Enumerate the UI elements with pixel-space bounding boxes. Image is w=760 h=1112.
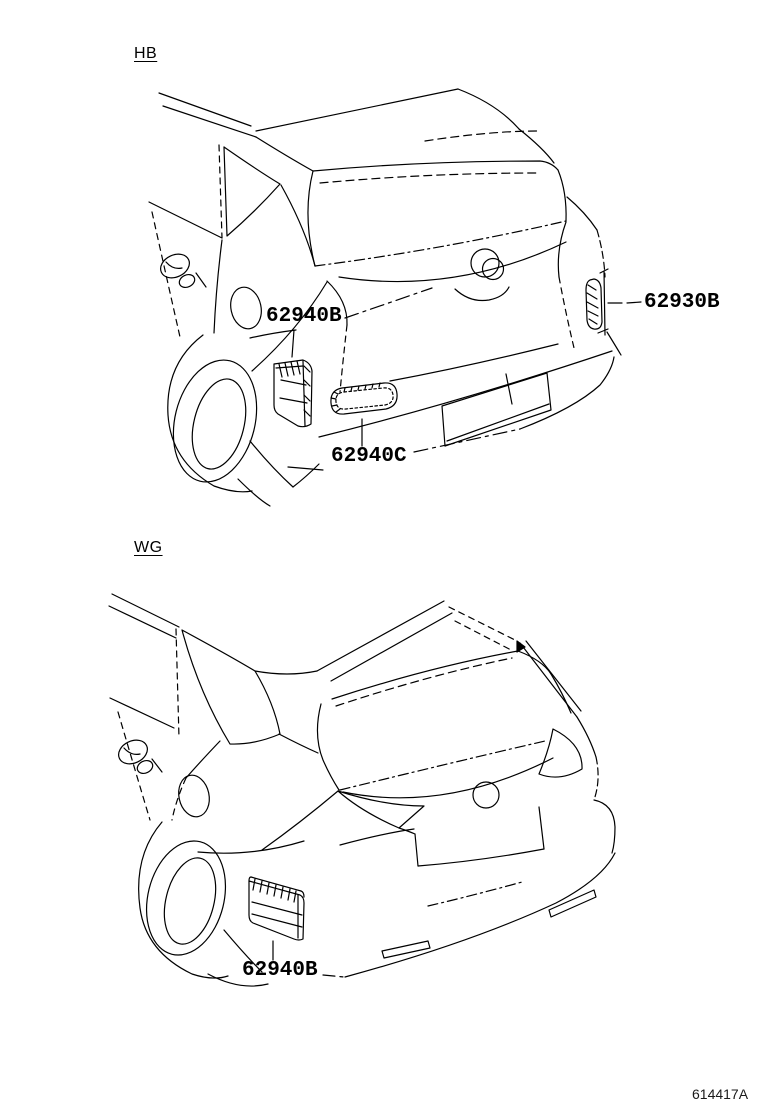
hb-part-62930b-valve bbox=[586, 269, 608, 335]
wg-side-mirror bbox=[115, 736, 162, 776]
hb-leader-lines bbox=[292, 288, 641, 452]
wg-part-number-62940b[interactable]: 62940B bbox=[242, 959, 318, 982]
hb-part-number-62940b[interactable]: 62940B bbox=[266, 305, 342, 328]
hb-rear-wheel bbox=[161, 335, 269, 492]
wg-emblem bbox=[473, 782, 499, 808]
hb-variant-label: HB bbox=[134, 45, 158, 62]
wg-tail-lamp-right bbox=[539, 729, 582, 777]
wg-variant-label: WG bbox=[134, 539, 163, 556]
hb-fuel-door bbox=[227, 284, 265, 331]
hb-part-number-62930b[interactable]: 62930B bbox=[644, 291, 720, 314]
hb-part-62940b-vent bbox=[274, 360, 312, 427]
wg-tail-lamp-left bbox=[338, 791, 424, 828]
wg-part-62940b-vent bbox=[249, 877, 304, 940]
hb-emblem bbox=[471, 249, 504, 280]
drawing-number: 614417A bbox=[692, 1086, 749, 1102]
hb-part-62940c-duct bbox=[331, 383, 397, 414]
wg-rear-wheel bbox=[135, 822, 237, 978]
wg-car-body bbox=[109, 594, 615, 986]
wg-fuel-door bbox=[175, 772, 213, 819]
hb-car-body bbox=[149, 89, 621, 506]
hb-side-mirror bbox=[157, 250, 206, 290]
hb-part-number-62940c[interactable]: 62940C bbox=[331, 445, 407, 468]
